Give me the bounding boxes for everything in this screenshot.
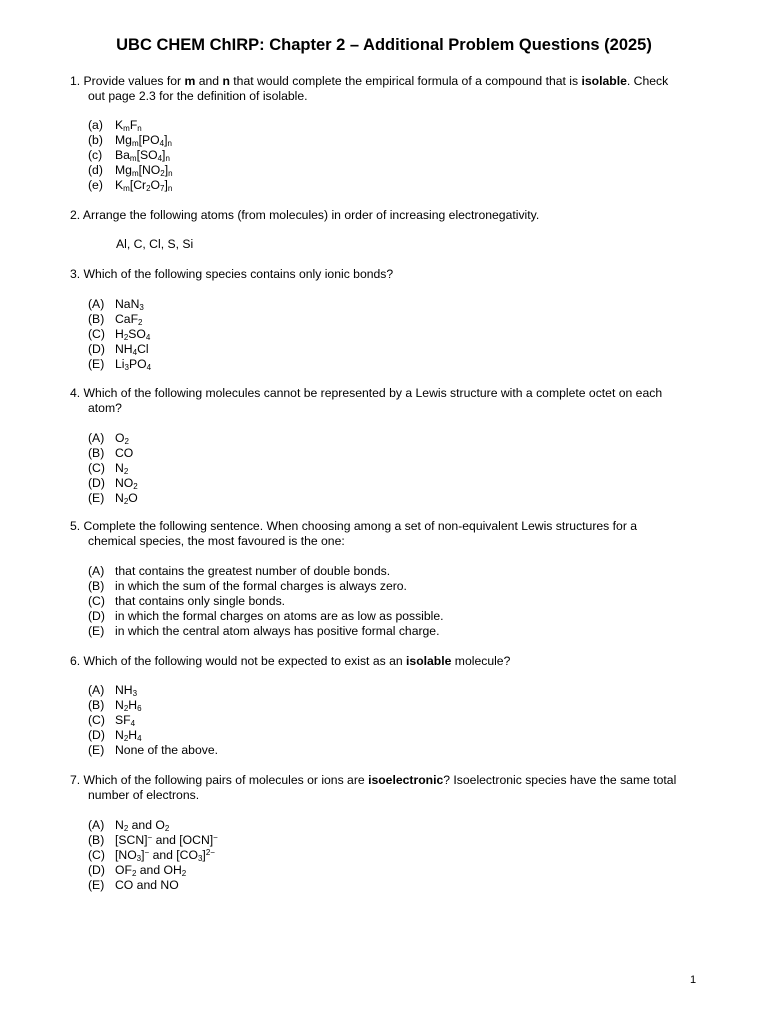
question-3 xyxy=(70,267,710,282)
formula: CaF$_2$ xyxy=(115,311,143,327)
question-7 xyxy=(70,773,710,803)
option-text: that contains the greatest number of double bonds. xyxy=(115,564,391,578)
option-label: (C) xyxy=(88,847,105,862)
q1-text-part: 1. Provide values for xyxy=(70,74,185,88)
option-b xyxy=(88,579,444,594)
q1-text-part: and xyxy=(195,74,223,88)
option-text: None of the above. xyxy=(115,742,218,757)
option-c xyxy=(88,327,151,342)
formula: CO xyxy=(115,445,134,460)
formula: $SF_4$ xyxy=(115,712,136,728)
formula: $Li_3PO_4$ xyxy=(115,356,152,372)
formula: $NH_4Cl$ xyxy=(115,341,149,357)
option-label: (e) xyxy=(88,177,103,192)
question-4-text: 4. Which of the following molecules cannot be represented by a Lewis structure with a complete octet on each xyxy=(70,386,663,400)
option-d xyxy=(88,163,173,178)
option-b xyxy=(88,446,138,461)
page-number: 1 xyxy=(690,974,697,986)
q1-text-part: that would complete the empirical formula of a compound that is xyxy=(229,74,582,88)
question-6 xyxy=(70,654,710,669)
option-e xyxy=(88,624,444,639)
question-7-continuation: number of electrons. xyxy=(88,788,200,802)
option-label: (B) xyxy=(88,578,105,593)
option-label: (D) xyxy=(88,862,105,877)
option-c xyxy=(88,148,173,163)
option-d xyxy=(88,728,218,743)
question-1 xyxy=(70,74,710,104)
option-label: (B) xyxy=(88,697,105,712)
formula: $OF_2$ and $OH_2$ xyxy=(115,862,187,878)
option-e xyxy=(88,878,218,893)
formula: $Mg_m[NO_2]_n$ xyxy=(115,162,173,178)
option-a xyxy=(88,297,151,312)
question-5-options xyxy=(88,564,444,638)
option-label: (B) xyxy=(88,445,105,460)
option-label: (C) xyxy=(88,712,105,727)
option-c xyxy=(88,594,444,609)
option-a xyxy=(88,683,218,698)
question-4 xyxy=(70,386,710,416)
option-label: (E) xyxy=(88,742,105,757)
formula: $K_mF_n$ xyxy=(115,118,142,133)
question-5 xyxy=(70,519,710,549)
question-5-continuation: chemical species, the most favoured is the one: xyxy=(88,534,345,548)
option-label: (C) xyxy=(88,326,105,341)
q1-bold-isolable: isolable xyxy=(581,74,627,88)
formula: $NO_2$ xyxy=(115,475,138,491)
question-7-options xyxy=(88,818,218,892)
option-label: (a) xyxy=(88,118,103,132)
option-e xyxy=(88,178,173,193)
question-1-text xyxy=(70,74,710,89)
question-6-options xyxy=(88,683,218,757)
option-d xyxy=(88,476,138,491)
option-e xyxy=(88,743,218,758)
formula: $N_2$ and $O_2$ xyxy=(115,818,170,833)
option-label: (E) xyxy=(88,623,105,638)
option-a xyxy=(88,431,138,446)
question-2-text: 2. Arrange the following atoms (from molecules) in order of increasing electronegativity. xyxy=(70,208,540,222)
formula: $N_2O$ xyxy=(115,490,138,506)
question-2 xyxy=(70,208,710,223)
formula: $O_2$ xyxy=(115,431,129,446)
question-1-continuation: out page 2.3 for the definition of isolable. xyxy=(88,89,308,103)
q1-text-part: . Check xyxy=(626,74,669,88)
question-1-options xyxy=(88,118,173,192)
q6-text-part: molecule? xyxy=(451,654,511,668)
option-text: that contains only single bonds. xyxy=(115,593,286,608)
option-label: (c) xyxy=(88,147,103,162)
option-label: (b) xyxy=(88,132,103,147)
formula: CO and NO xyxy=(115,877,179,892)
option-d xyxy=(88,609,444,624)
option-label: (A) xyxy=(88,818,105,832)
q1-bold-n: n xyxy=(222,74,230,88)
option-b xyxy=(88,312,151,327)
formula: $N_2$ xyxy=(115,460,129,476)
option-a xyxy=(88,564,444,579)
option-label: (C) xyxy=(88,593,105,608)
option-d xyxy=(88,863,218,878)
option-text: in which the formal charges on atoms are as low as possible. xyxy=(115,608,444,623)
option-label: (A) xyxy=(88,683,105,697)
formula: $K_m[Cr_2O_7]_n$ xyxy=(115,177,173,193)
formula: $NH_3$ xyxy=(115,683,138,698)
q7-bold-isoelectronic: isoelectronic xyxy=(368,773,444,787)
option-b xyxy=(88,133,173,148)
formula: $H_2SO_4$ xyxy=(115,326,151,342)
question-6-text xyxy=(70,654,710,669)
option-a xyxy=(88,818,218,833)
option-label: (D) xyxy=(88,475,105,490)
option-e xyxy=(88,357,151,372)
option-c xyxy=(88,713,218,728)
formula: $[NO_3]^-$ and $[CO_3]^{2-}$ xyxy=(115,847,215,863)
question-4-continuation: atom? xyxy=(88,401,122,415)
option-label: (B) xyxy=(88,832,105,847)
q6-bold-isolable: isolable xyxy=(406,654,452,668)
option-text: in which the sum of the formal charges is always zero. xyxy=(115,578,407,593)
q7-text-part: 7. Which of the following pairs of molecules or ions are xyxy=(70,773,369,787)
option-d xyxy=(88,342,151,357)
option-label: (A) xyxy=(88,431,105,445)
option-b xyxy=(88,698,218,713)
option-label: (A) xyxy=(88,564,105,578)
option-label: (A) xyxy=(88,297,105,311)
question-7-text xyxy=(70,773,710,788)
option-label: (d) xyxy=(88,162,103,177)
formula: $Ba_m[SO_4]_n$ xyxy=(115,147,170,163)
question-5-text: 5. Complete the following sentence. When choosing among a set of non-equivalent Lewis structures for a xyxy=(70,519,638,533)
q6-text-part: 6. Which of the following would not be expected to exist as an xyxy=(70,654,407,668)
option-b xyxy=(88,833,218,848)
formula: $N_2H_4$ xyxy=(115,727,142,743)
option-label: (E) xyxy=(88,490,105,505)
option-c xyxy=(88,848,218,863)
option-label: (B) xyxy=(88,311,105,326)
option-label: (C) xyxy=(88,460,105,475)
option-c xyxy=(88,461,138,476)
page-title: UBC CHEM ChIRP: Chapter 2 – Additional Problem Questions (2025) xyxy=(116,36,652,54)
formula: $N_2H_6$ xyxy=(115,697,142,713)
option-e xyxy=(88,491,138,506)
q7-text-part: ? Isoelectronic species have the same total xyxy=(443,773,677,787)
question-4-options xyxy=(88,431,138,505)
option-label: (D) xyxy=(88,608,105,623)
question-3-text: 3. Which of the following species contains only ionic bonds? xyxy=(70,267,394,281)
formula: NaN$_3$ xyxy=(115,297,144,312)
question-3-options xyxy=(88,297,151,371)
q1-bold-m: m xyxy=(184,74,196,88)
option-a xyxy=(88,118,173,133)
option-label: (D) xyxy=(88,341,105,356)
question-2-atoms: Al, C, Cl, S, Si xyxy=(116,237,194,251)
formula: [SCN]− and [OCN]− xyxy=(115,832,218,847)
option-label: (D) xyxy=(88,727,105,742)
formula: $Mg_m[PO_4]_n$ xyxy=(115,132,172,148)
option-label: (E) xyxy=(88,356,105,371)
option-label: (E) xyxy=(88,877,105,892)
option-text: in which the central atom always has positive formal charge. xyxy=(115,623,440,638)
